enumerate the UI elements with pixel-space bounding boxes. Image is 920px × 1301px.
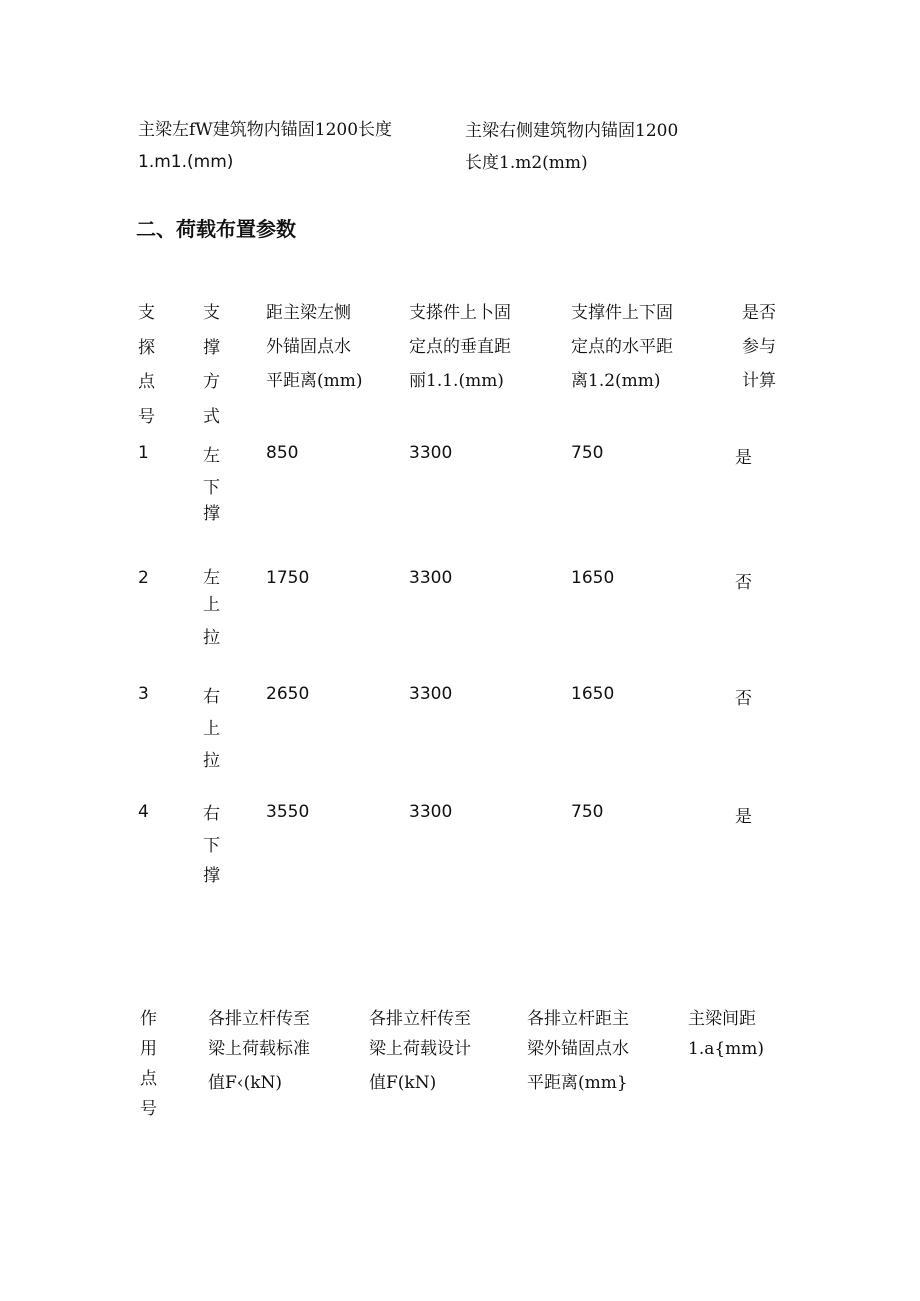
row-vertical: 3300 xyxy=(409,568,453,588)
row-horizontal: 750 xyxy=(571,443,604,463)
header-in-calculation: 是否 参与 计算 xyxy=(742,303,776,391)
header-vertical-span: 支搽件上卜固 定点的垂直距 丽1.1.(mm) xyxy=(409,303,511,391)
row-calc: 是 xyxy=(735,448,752,468)
header-load-distance: 各排立杆距主 梁外锚固点水 平距离(mm} xyxy=(527,1009,629,1093)
header-horizontal-span: 支撑件上下固 定点的水平距 离1.2(mm) xyxy=(571,303,673,391)
row-vertical: 3300 xyxy=(409,802,453,822)
row-no: 1 xyxy=(138,443,149,463)
row-support-type: 左 下 撑 xyxy=(203,446,220,524)
header-design-load: 各排立杆传至 梁上荷载设计 值F(kN) xyxy=(369,1009,471,1093)
left-anchor-label: 主梁左fW建筑物内锚固1200长度 xyxy=(138,120,393,140)
row-horizontal: 750 xyxy=(571,802,604,822)
row-calc: 是 xyxy=(735,807,752,827)
row-support-type: 右 上 拉 xyxy=(203,687,220,771)
row-distance: 2650 xyxy=(266,684,310,704)
header-support-type: 支 撑 方 式 xyxy=(203,303,220,427)
header-action-point-no: 作 用 点 号 xyxy=(140,1009,157,1119)
section-title: 二、荷载布置参数 xyxy=(136,217,296,241)
row-support-type: 右 下 撑 xyxy=(203,804,220,886)
right-anchor-label: 主梁右侧建筑物内锚固1200 xyxy=(465,121,679,141)
row-no: 3 xyxy=(138,684,149,704)
header-support-point-no: 支 探 点 号 xyxy=(138,303,155,427)
left-anchor-unit: 1.m1.(mm) xyxy=(138,152,234,172)
row-no: 2 xyxy=(138,568,149,588)
row-distance: 3550 xyxy=(266,802,310,822)
header-beam-spacing: 主梁间距 1.a{mm) xyxy=(688,1009,765,1059)
row-vertical: 3300 xyxy=(409,443,453,463)
row-horizontal: 1650 xyxy=(571,568,615,588)
row-horizontal: 1650 xyxy=(571,684,615,704)
right-anchor-unit: 长度1.m2(mm) xyxy=(465,153,588,173)
row-no: 4 xyxy=(138,802,149,822)
row-calc: 否 xyxy=(735,689,752,709)
row-support-type: 左 上 拉 xyxy=(203,568,220,648)
row-distance: 1750 xyxy=(266,568,310,588)
row-vertical: 3300 xyxy=(409,684,453,704)
header-standard-load: 各排立杆传至 梁上荷载标准 值F‹(kN) xyxy=(208,1009,310,1093)
row-distance: 850 xyxy=(266,443,299,463)
row-calc: 否 xyxy=(735,573,752,593)
header-horizontal-distance: 距主梁左恻 外锚固点水 平距离(mm) xyxy=(266,303,363,391)
